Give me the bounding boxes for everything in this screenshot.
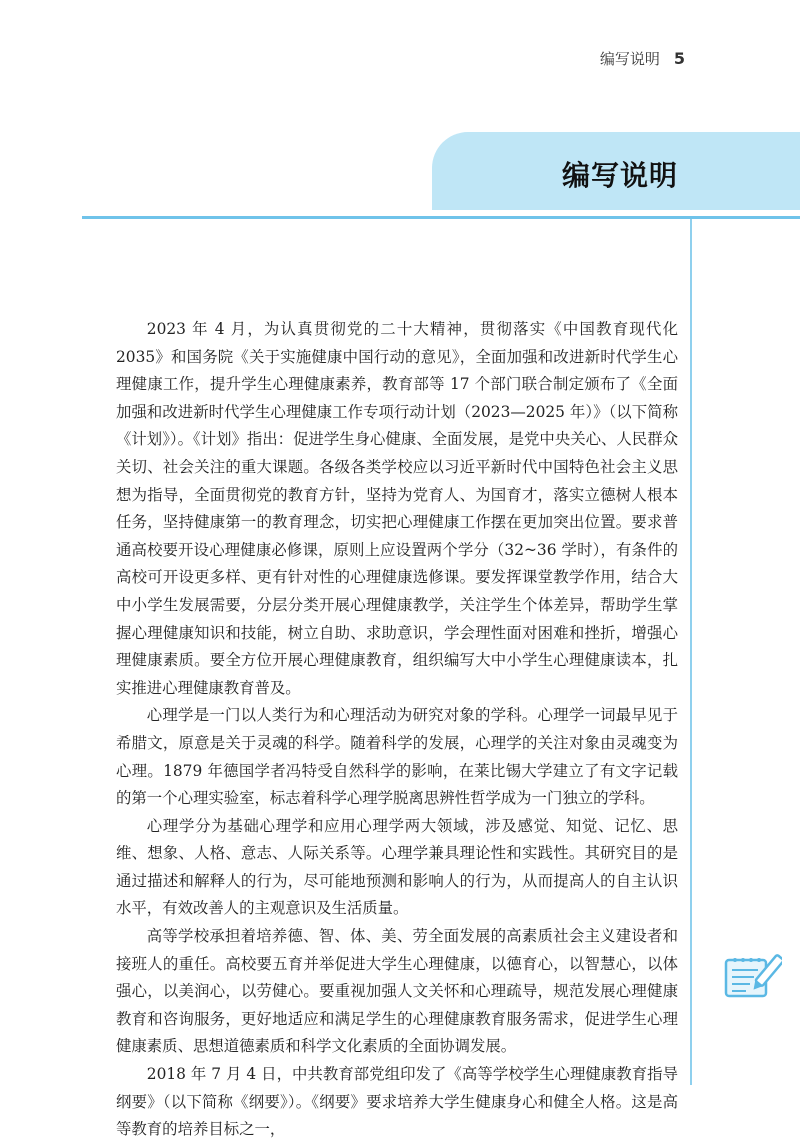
notepad-pencil-icon [722,950,782,1000]
body-text [116,316,678,1144]
paragraph: 2018 年 7 月 4 日，中共教育部党组印发了《高等学校学生心理健康教育指导纲要》（以下简称《纲要》）。《纲要》要求培养大学生健康身心和健全人格。这是高等教育的培养目标之一， [116,1065,678,1139]
vertical-rule [690,219,692,1085]
paragraph: 2023 年 4 月，为认真贯彻党的二十大精神，贯彻落实《中国教育现代化 2035》和国务院《关于实施健康中国行动的意见》，全面加强和改进新时代学生心理健康工作，提升学生心理健康素养，教育部等 17 个部门联合制定颁布了《全面加强和改进新时代学生心理健康工作专项行动计划（2023—2025 年）》（以下简称《计划》）。《计划》指出：促进学生身心健康、全面发展，是党中央关心、人民群众关切、社会关注的重大课题。各级各类学校应以习近平新时代中国特色社会主义思想为指导，全面贯彻党的教育方针，坚持为党育人、为国育才，落实立德树人根本任务，坚持健康第一的教育理念，切实把心理健康工作摆在更加突出位置。要求普通高校要开设心理健康必修课，原则上应设置两个学分（32~36 学时），有条件的高校可开设更多样、更有针对性的心理健康选修课。要发挥课堂教学作用，结合大中小学生发展需要，分层分类开展心理健康教学，关注学生个体差异，帮助学生掌握心理健康知识和技能，树立自助、求助意识，学会理性面对困难和挫折，增强心理健康素质。要全方位开展心理健康教育，组织编写大中小学生心理健康读本，扎实推进心理健康教育普及。 [116,320,678,697]
paragraph: 高等学校承担着培养德、智、体、美、劳全面发展的高素质社会主义建设者和接班人的重任。高校要五育并举促进大学生心理健康，以德育心，以智慧心，以体强心，以美润心，以劳健心。要重视加强人文关怀和心理疏导，规范发展心理健康教育和咨询服务，更好地适应和满足学生的心理健康教育服务需求，促进学生心理健康素质、思想道德素质和科学文化素质的全面协调发展。 [116,927,678,1056]
title-tab [432,132,800,210]
horizontal-rule [82,216,800,219]
page-title: 编写说明 [561,159,678,192]
paragraph: 心理学分为基础心理学和应用心理学两大领域，涉及感觉、知觉、记忆、思维、想象、人格、意志、人际关系等。心理学兼具理论性和实践性。其研究目的是通过描述和解释人的行为，尽可能地预测和影响人的行为，从而提高人的自主认识水平，有效改善人的主观意识及生活质量。 [116,816,678,918]
paragraph: 心理学是一门以人类行为和心理活动为研究对象的学科。心理学一词最早见于希腊文，原意是关于灵魂的科学。随着科学的发展，心理学的关注对象由灵魂变为心理。1879 年德国学者冯特受自然科学的影响，在莱比锡大学建立了有文字记载的第一个心理实验室，标志着科学心理学脱离思辨性哲学成为一门独立的学科。 [116,706,678,808]
page-number: 5 [673,49,685,68]
running-header [600,48,685,69]
header-section-title: 编写说明 [599,50,660,68]
